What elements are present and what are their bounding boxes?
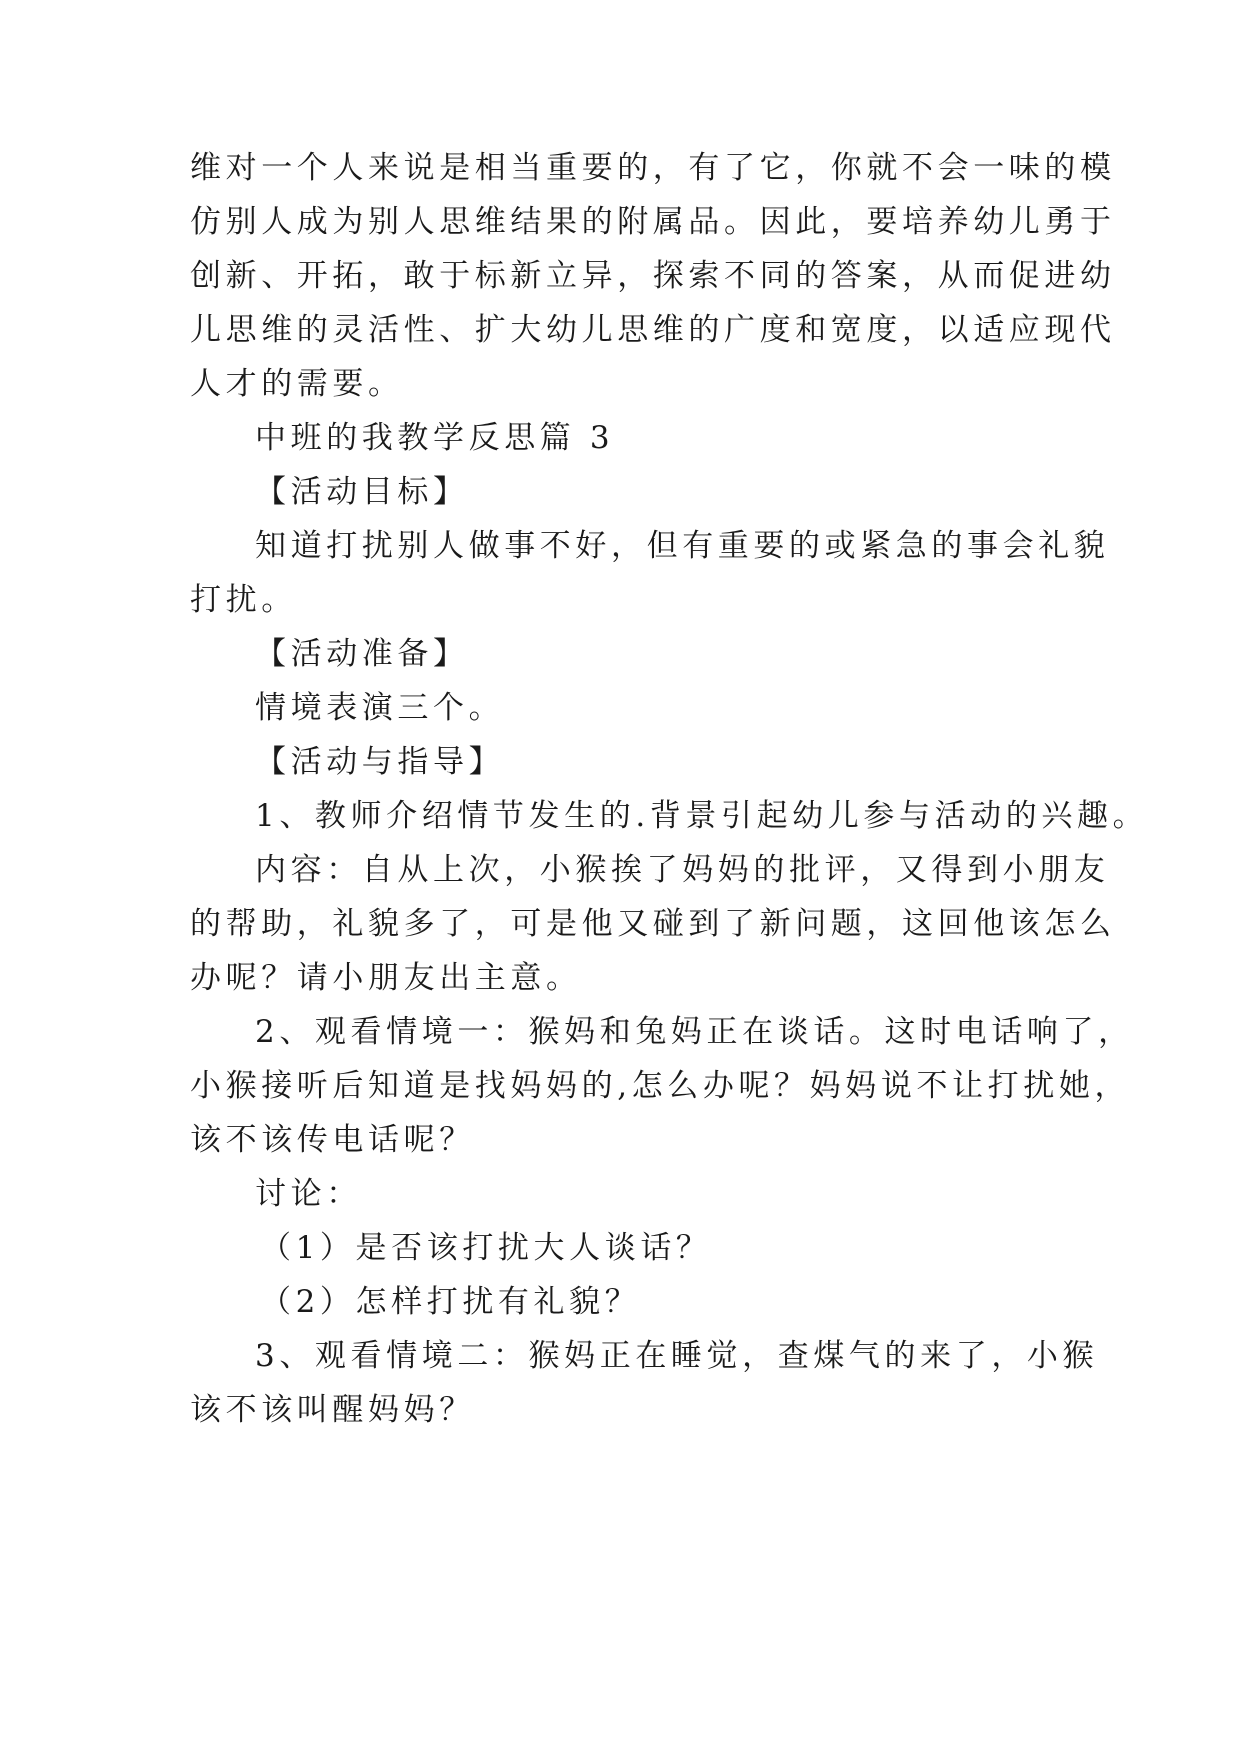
paragraph-line: 人才的需要。 [190, 366, 404, 402]
paragraph-line: 的帮助，礼貌多了，可是他又碰到了新问题，这回他该怎么 [190, 906, 1116, 942]
paragraph-line: 该不该叫醒妈妈？ [190, 1392, 475, 1428]
paragraph-line: 办呢？请小朋友出主意。 [190, 960, 582, 996]
paragraph-line: 维对一个人来说是相当重要的，有了它，你就不会一味的模 [190, 150, 1116, 186]
paragraph-line: 讨论： [255, 1176, 362, 1212]
discussion-item: （2）怎样打扰有礼貌？ [260, 1284, 641, 1320]
discussion-item: （1）是否该打扰大人谈话？ [260, 1230, 712, 1266]
list-item: 2、观看情境一：猴妈和兔妈正在谈话。这时电话响了， [255, 1014, 1134, 1050]
subsection-heading-guidance: 【活动与指导】 [255, 744, 505, 780]
paragraph-line: 内容：自从上次，小猴挨了妈妈的批评，又得到小朋友 [255, 852, 1110, 888]
subsection-heading-goals: 【活动目标】 [255, 474, 469, 510]
paragraph-line: 创新、开拓，敢于标新立异，探索不同的答案，从而促进幼 [190, 258, 1116, 294]
paragraph-line: 仿别人成为别人思维结果的附属品。因此，要培养幼儿勇于 [190, 204, 1116, 240]
paragraph-line: 情境表演三个。 [255, 690, 505, 726]
paragraph-line: 打扰。 [190, 582, 297, 618]
list-item: 1、教师介绍情节发生的.背景引起幼儿参与活动的兴趣。 [255, 798, 1149, 834]
section-heading: 中班的我教学反思篇 3 [255, 420, 615, 456]
subsection-heading-preparation: 【活动准备】 [255, 636, 469, 672]
paragraph-line: 儿思维的灵活性、扩大幼儿思维的广度和宽度，以适应现代 [190, 312, 1116, 348]
paragraph-line: 小猴接听后知道是找妈妈的,怎么办呢？妈妈说不让打扰她， [190, 1068, 1131, 1104]
paragraph-line: 知道打扰别人做事不好，但有重要的或紧急的事会礼貌 [255, 528, 1110, 564]
list-item: 3、观看情境二：猴妈正在睡觉，查煤气的来了，小猴 [255, 1338, 1099, 1374]
paragraph-line: 该不该传电话呢？ [190, 1122, 475, 1158]
